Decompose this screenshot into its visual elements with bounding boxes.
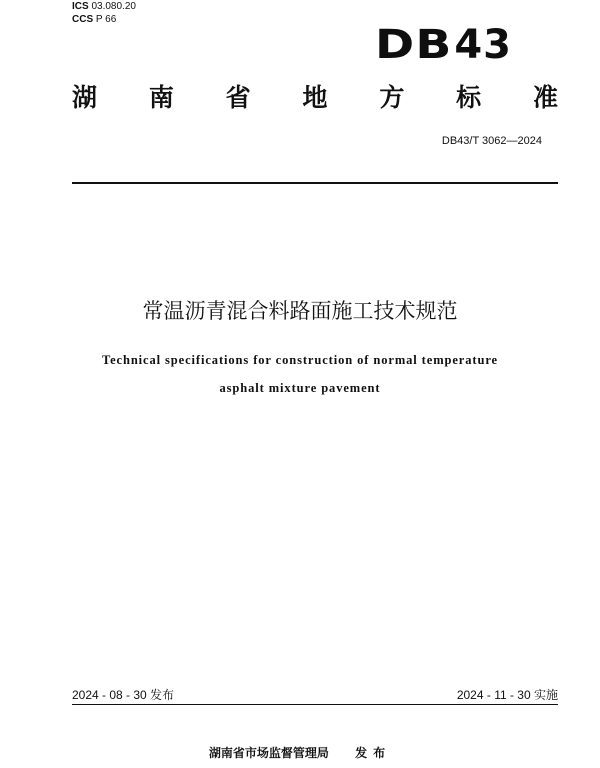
standard-type-char: 省 [225, 83, 251, 112]
standard-number: DB43/T 3062—2024 [441, 135, 542, 147]
document-title-english [0, 346, 600, 402]
db-prefix: DB [374, 22, 453, 68]
issue-date: 2024 - 08 - 30 发布 [72, 688, 175, 702]
english-title-line-1: Technical specifications for construction of normal temperature [101, 353, 498, 367]
ics-code: 03.080.20 [91, 1, 136, 12]
ics-label: ICS [72, 1, 89, 12]
publisher-organization: 湖南省市场监督管理局 [208, 746, 329, 760]
standard-type-char: 准 [532, 83, 558, 112]
standard-type-char: 方 [379, 83, 405, 112]
footer-divider [72, 704, 558, 705]
db-region-code: 43 [454, 22, 512, 68]
publisher-action: 发布 [355, 746, 392, 760]
standard-type-char: 标 [456, 83, 482, 112]
publisher-line [0, 744, 600, 761]
ccs-label: CCS [72, 14, 94, 25]
ccs-code: P 66 [95, 14, 117, 25]
standard-type-char: 湖 [72, 83, 98, 112]
standard-type-char: 地 [302, 83, 328, 112]
english-title-line-2: asphalt mixture pavement [219, 381, 381, 395]
standard-type-heading [72, 82, 558, 114]
implementation-date: 2024 - 11 - 30 实施 [456, 688, 558, 702]
ics-code-line [72, 0, 136, 13]
document-title-chinese: 常温沥青混合料路面施工技术规范 [142, 299, 458, 323]
ccs-code-line [72, 13, 136, 26]
db-standard-mark [375, 22, 512, 68]
header-divider [72, 182, 558, 184]
standard-type-char: 南 [148, 83, 174, 112]
classification-codes [72, 0, 136, 26]
